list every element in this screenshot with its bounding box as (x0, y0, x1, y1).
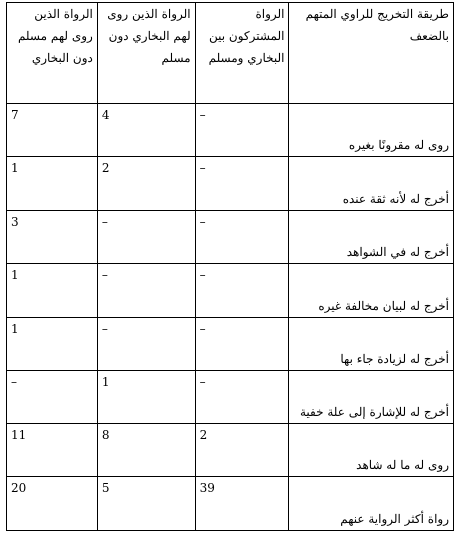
table-row (7, 211, 454, 264)
header-row (7, 3, 454, 104)
narrators-table (6, 2, 454, 531)
row-label: رواة أكثر الرواية عنهم (289, 477, 454, 531)
cell-muslim-only: 3 (7, 211, 98, 264)
table-row (7, 104, 454, 157)
cell-shared: – (195, 104, 289, 157)
header-bukhari-only: الرواة الذين روى لهم البخاري دون مسلم (97, 3, 195, 104)
cell-shared: 39 (195, 477, 289, 531)
cell-bukhari-only: 1 (97, 371, 195, 424)
table-row (7, 477, 454, 531)
cell-shared: – (195, 157, 289, 211)
cell-bukhari-only: – (97, 264, 195, 318)
table-row (7, 371, 454, 424)
cell-muslim-only: 1 (7, 264, 98, 318)
cell-shared: – (195, 318, 289, 371)
cell-bukhari-only: – (97, 211, 195, 264)
cell-muslim-only: – (7, 371, 98, 424)
cell-muslim-only: 20 (7, 477, 98, 531)
row-label: أخرج له لبيان مخالفة غيره (289, 264, 454, 318)
row-label: روى له ما له شاهد (289, 424, 454, 477)
table-row (7, 424, 454, 477)
header-method: طريقة التخريج للراوي المتهم بالضعف (289, 3, 454, 104)
row-label: أخرج له للإشارة إلى علة خفية (289, 371, 454, 424)
row-label: روى له مقرونًا بغيره (289, 104, 454, 157)
table-row (7, 264, 454, 318)
cell-bukhari-only: 5 (97, 477, 195, 531)
cell-bukhari-only: 8 (97, 424, 195, 477)
cell-bukhari-only: 2 (97, 157, 195, 211)
cell-shared: – (195, 211, 289, 264)
cell-shared: – (195, 264, 289, 318)
table-row (7, 318, 454, 371)
cell-shared: 2 (195, 424, 289, 477)
cell-muslim-only: 1 (7, 318, 98, 371)
row-label: أخرج له في الشواهد (289, 211, 454, 264)
row-label: أخرج له لزيادة جاء بها (289, 318, 454, 371)
cell-bukhari-only: 4 (97, 104, 195, 157)
cell-muslim-only: 7 (7, 104, 98, 157)
table-row (7, 157, 454, 211)
cell-muslim-only: 1 (7, 157, 98, 211)
cell-muslim-only: 11 (7, 424, 98, 477)
row-label: أخرج له لأنه ثقة عنده (289, 157, 454, 211)
header-shared: الرواة المشتركون بين البخاري ومسلم (195, 3, 289, 104)
cell-shared: – (195, 371, 289, 424)
cell-bukhari-only: – (97, 318, 195, 371)
header-muslim-only: الرواة الذين روى لهم مسلم دون البخاري (7, 3, 98, 104)
